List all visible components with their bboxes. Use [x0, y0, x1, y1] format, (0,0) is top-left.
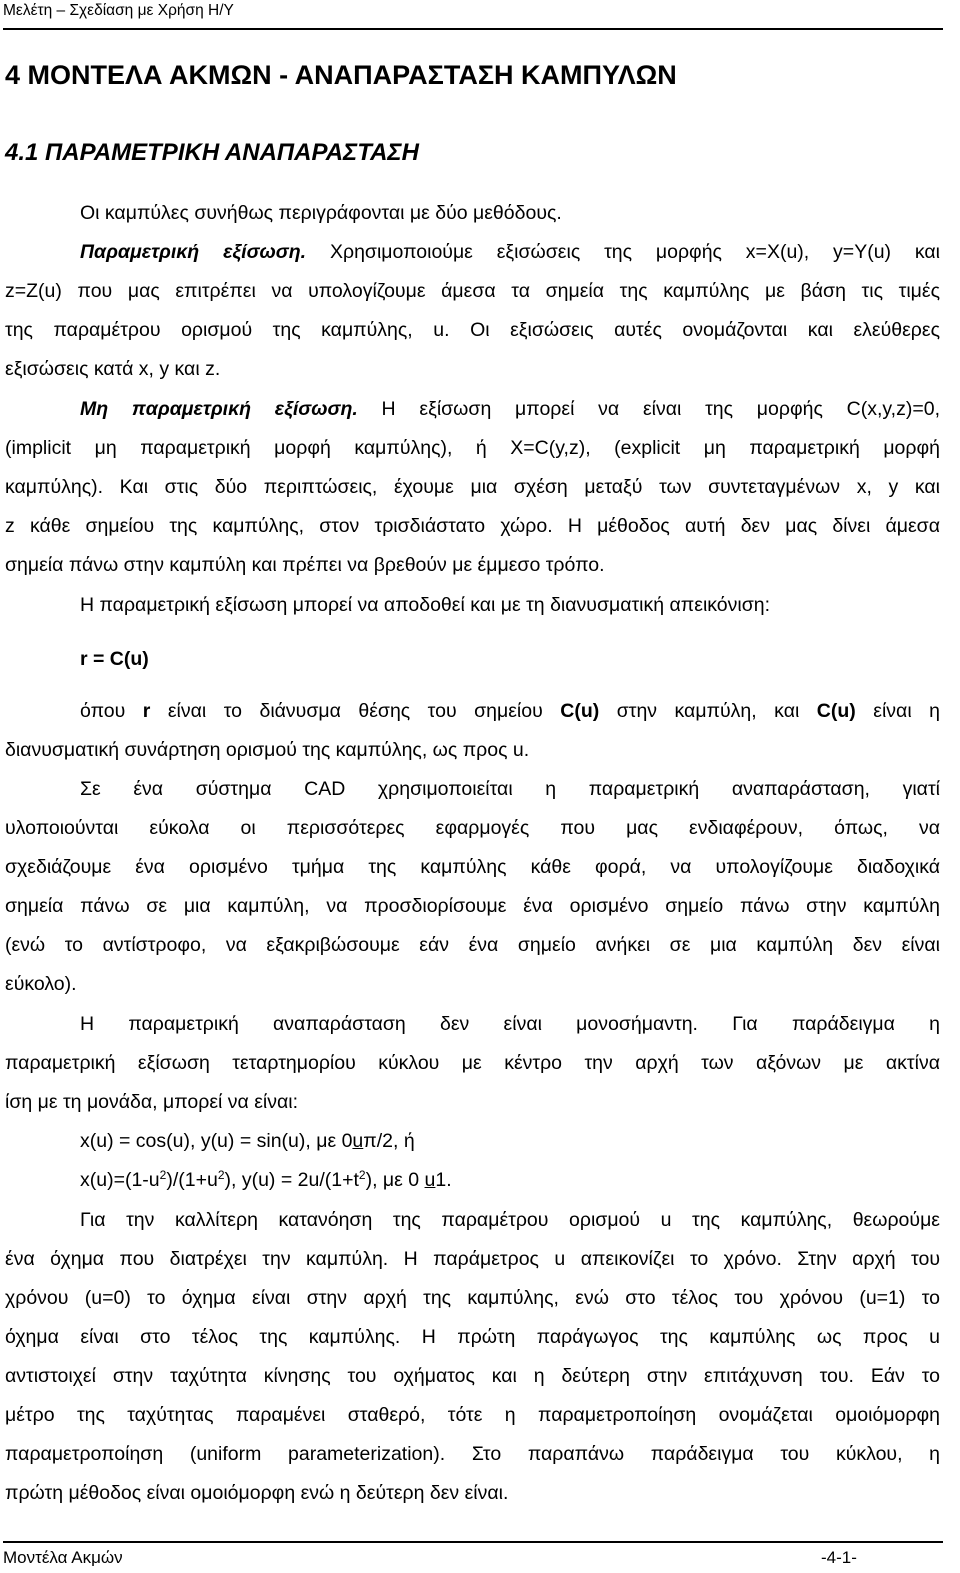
superscript: 2 [217, 1168, 225, 1182]
paragraph-line: (implicit μη παραμετρική μορφή καμπύλης), ή X=C(y,z), (explicit μη παραμετρική μορφή [5, 437, 940, 459]
paragraph-line: σημεία πάνω σε μια καμπύλη, να προσδιορίσουμε ένα ορισμένο σημείο πάνω στην καμπύλη [5, 895, 940, 917]
paragraph-line: παραμετρική εξίσωση τεταρτημορίου κύκλου με κέντρο την αρχή των αξόνων με ακτίνα [5, 1052, 940, 1074]
paragraph-line: παραμετροποίηση (uniform parameterization). Στο παραπάνω παράδειγμα του κύκλου, η [5, 1443, 940, 1465]
paragraph-line [5, 317, 940, 343]
paragraph-line: όχημα είναι στο τέλος της καμπύλης. Η πρώτη παράγωγος της καμπύλης ως προς u [5, 1326, 940, 1348]
text-span: Η εξίσωση μπορεί να είναι της μορφής C(x,y,z)=0, [381, 398, 940, 420]
paragraph-line: z=Z(u) που μας επιτρέπει να υπολογίζουμε άμεσα τα σημεία της καμπύλης με βάση τις τιμές [5, 280, 940, 302]
paragraph-line: αντιστοιχεί στην ταχύτητα κίνησης του οχήματος και η δεύτερη στην επιτάχυνση του. Εάν το [5, 1365, 940, 1387]
page-number: -4-1- [821, 1548, 857, 1567]
paragraph-line [80, 239, 940, 265]
paragraph-line: z κάθε σημείου της καμπύλης, στον τρισδιάστατο χώρο. Η μέθοδος αυτή δεν μας δίνει άμεσα [5, 515, 940, 537]
paragraph-line: καμπύλης). Και στις δύο περιπτώσεις, έχουμε μια σχέση μεταξύ των συντεταγμένων x, y και [5, 476, 940, 498]
text-span: ), y(u) = 2u/(1+t [224, 1169, 359, 1191]
paragraph-line: Η παραμετρική εξίσωση μπορεί να αποδοθεί και με τη διανυσματική απεικόνιση: [80, 594, 771, 616]
text-span: της παραμέτρου ορισμού της καμπύλης, u. [5, 319, 450, 341]
header-rule [3, 28, 943, 30]
text-span: π/2, ή [363, 1130, 415, 1152]
text-span: Οι εξισώσεις αυτές ονομάζονται και ελεύθερες [470, 319, 940, 341]
paragraph-line: Η παραμετρική αναπαράσταση δεν είναι μονοσήμαντη. Για παράδειγμα η [80, 1013, 940, 1035]
text-span: είναι το διάνυσμα θέσης του σημείου [150, 700, 561, 722]
text-span: C(u) [816, 700, 856, 722]
text-span: στην καμπύλη, και [599, 700, 817, 722]
text-span: Χρησιμοποιούμε εξισώσεις της μορφής x=X(u), y=Y(u) και [329, 241, 941, 263]
paragraph-line: χρόνου (u=0) το όχημα είναι στην αρχή της καμπύλης, ενώ στο τέλος του χρόνου (u=1) το [5, 1287, 940, 1309]
equation-line [80, 1128, 940, 1154]
text-span: u [352, 1130, 364, 1152]
paragraph-line: διανυσματική συνάρτηση ορισμού της καμπύλης, ως προς u. [5, 739, 530, 761]
footer-title: Μοντέλα Ακμών [3, 1548, 123, 1567]
paragraph-line: Για την καλλίτερη κατανόηση της παραμέτρου ορισμού u της καμπύλης, θεωρούμε [80, 1209, 940, 1231]
paragraph-line: ίση με τη μονάδα, μπορεί να είναι: [5, 1091, 299, 1113]
text-span: )/(1+u [166, 1169, 218, 1191]
paragraph-line: Σε ένα σύστημα CAD χρησιμοποιείται η παραμετρική αναπαράσταση, γιατί [80, 778, 940, 800]
superscript: 2 [358, 1168, 366, 1182]
term-parametric: Παραμετρική εξίσωση. [80, 241, 307, 263]
paragraph-line: εύκολο). [5, 973, 77, 995]
paragraph-line [80, 396, 940, 422]
term-nonparametric: Μη παραμετρική εξίσωση. [80, 398, 358, 420]
paragraph-line [80, 698, 940, 724]
paragraph-line: (ενώ το αντίστροφο, να εξακριβώσουμε εάν ένα σημείο ανήκει σε μια καμπύλη δεν είναι [5, 934, 940, 956]
text-span: r [142, 700, 151, 722]
paragraph-line: μέτρο της ταχύτητας παραμένει σταθερό, τότε η παραμετροποίηση ονομάζεται ομοιόμορφη [5, 1404, 940, 1426]
text-span: ), με 0 [365, 1169, 425, 1191]
paragraph-line: πρώτη μέθοδος είναι ομοιόμορφη ενώ η δεύτερη δεν είναι. [5, 1482, 509, 1504]
paragraph-line: εξισώσεις κατά x, y και z. [5, 358, 221, 380]
text-span: όπου [80, 700, 143, 722]
superscript: 2 [159, 1168, 167, 1182]
paragraph-line: σημεία πάνω στην καμπύλη και πρέπει να βρεθούν με έμμεσο τρόπο. [5, 554, 605, 576]
text-span: είναι η [855, 700, 940, 722]
vector-equation: r = C(u) [80, 648, 149, 670]
section-heading: 4 ΜΟΝΤΕΛΑ ΑΚΜΩΝ - ΑΝΑΠΑΡΑΣΤΑΣΗ ΚΑΜΠΥΛΩΝ [5, 60, 677, 90]
footer-rule [3, 1541, 943, 1543]
subsection-heading: 4.1 ΠΑΡΑΜΕΤΡΙΚΗ ΑΝΑΠΑΡΑΣΤΑΣΗ [5, 139, 419, 166]
text-span: x(u) = cos(u), y(u) = sin(u), με 0 [80, 1130, 353, 1152]
paragraph-line: σχεδιάζουμε ένα ορισμένο τμήμα της καμπύλης κάθε φορά, να υπολογίζουμε διαδοχικά [5, 856, 940, 878]
text-span: x(u)=(1-u [80, 1169, 160, 1191]
paragraph-line: υλοποιούνται εύκολα οι περισσότερες εφαρμογές που μας ενδιαφέρουν, όπως, να [5, 817, 940, 839]
text-span: 1. [435, 1169, 452, 1191]
text-span: u [424, 1169, 436, 1191]
paragraph-line: Οι καμπύλες συνήθως περιγράφονται με δύο μεθόδους. [80, 202, 562, 224]
running-header: Μελέτη – Σχεδίαση με Χρήση Η/Υ [3, 2, 234, 19]
equation-line [80, 1167, 940, 1193]
text-span: C(u) [560, 700, 600, 722]
paragraph-line: ένα όχημα που διατρέχει την καμπύλη. Η παράμετρος u απεικονίζει το χρόνο. Στην αρχή του [5, 1248, 940, 1270]
